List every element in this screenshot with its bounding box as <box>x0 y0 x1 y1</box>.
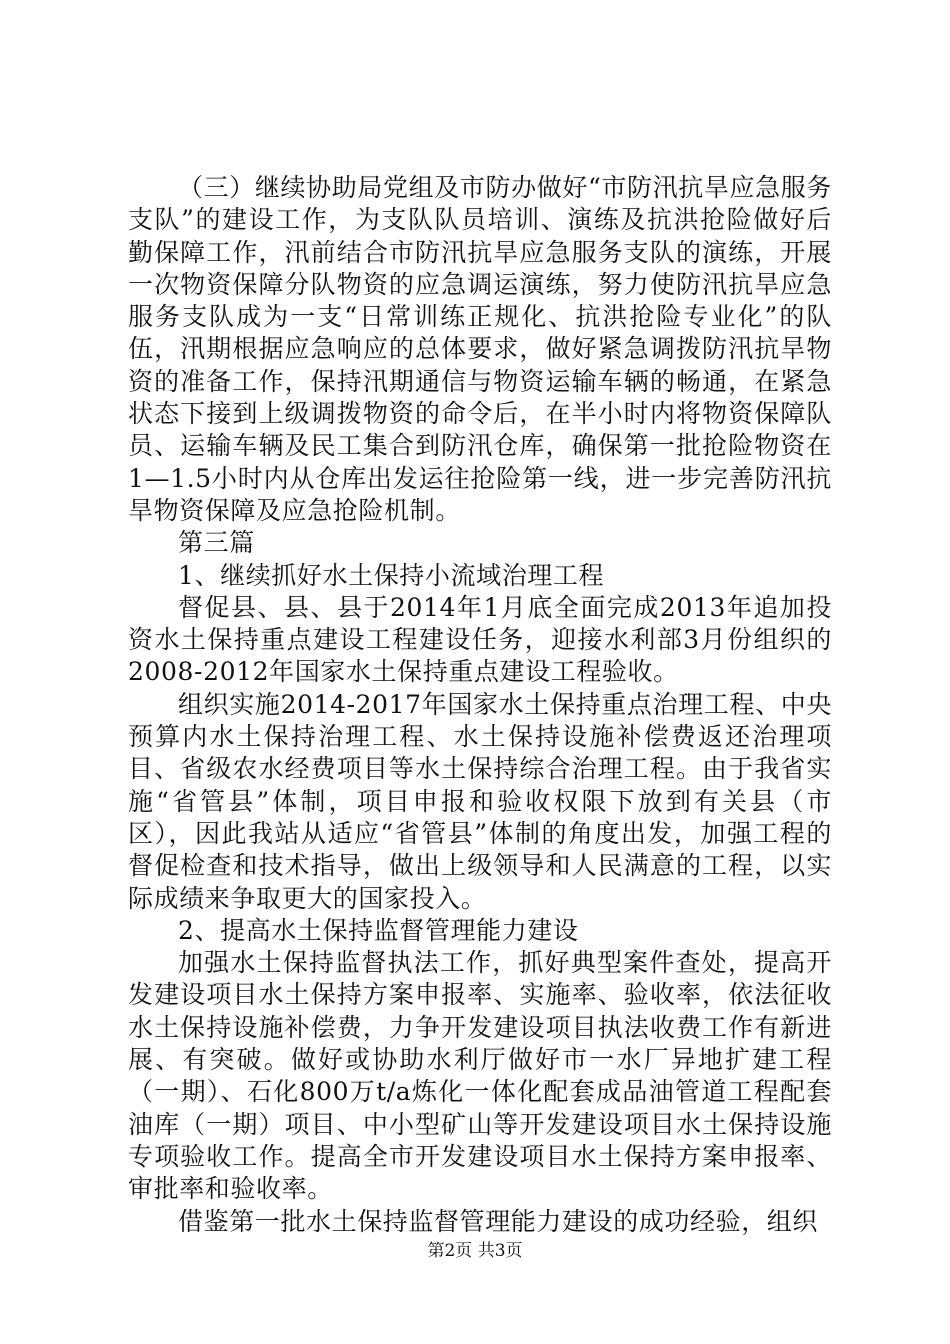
paragraph-supervise-counties: 督促县、县、县于2014年1月底全面完成2013年追加投资水土保持重点建设工程建设任务，迎接水利部3月份组织的2008-2012年国家水土保持重点建设工程验收。 <box>128 592 832 687</box>
document-body <box>128 172 832 1238</box>
subsection-heading-1: 1、继续抓好水土保持小流域治理工程 <box>178 560 605 590</box>
paragraph-supervision-enforcement: 加强水土保持监督执法工作，抓好典型案件查处，提高开发建设项目水土保持方案申报率、实施率、验收率，依法征收水土保持设施补偿费，力争开发建设项目执法收费工作有新进展、有突破。做好或协助水利厅做好市一水厂异地扩建工程（一期）、石化800万t/a炼化一体化配套成品油管道工程配套油库（一期）项目、中小型矿山等开发建设项目水土保持设施专项验收工作。提高全市开发建设项目水土保持方案申报率、审批率和验收率。 <box>128 948 832 1204</box>
section-title: 第三篇 <box>178 528 255 558</box>
page-number-footer: 第2页 共3页 <box>427 1241 523 1261</box>
paragraph-implement-projects: 组织实施2014-2017年国家水土保持重点治理工程、中央预算内水土保持治理工程、水土保持设施补偿费返还治理项目、省级农水经费项目等水土保持综合治理工程。由于我省实施“省管县”体制，项目申报和验收权限下放到有关县（市区），因此我站从适应“省管县”体制的角度出发，加强工程的督促检查和技术指导，做出上级领导和人民满意的工程，以实际成绩来争取更大的国家投入。 <box>128 689 832 913</box>
paragraph-experience: 借鉴第一批水土保持监督管理能力建设的成功经验，组织 <box>178 1206 819 1236</box>
subsection-heading-2: 2、提高水土保持监督管理能力建设 <box>178 915 579 945</box>
paragraph-logistics-support: （三）继续协助局党组及市防办做好“市防汛抗旱应急服务支队”的建设工作，为支队队员培训、演练及抗洪抢险做好后勤保障工作，汛前结合市防汛抗旱应急服务支队的演练，开展一次物资保障分队物资的应急调运演练，努力使防汛抗旱应急服务支队成为一支“日常训练正规化、抗洪抢险专业化”的队伍，汛期根据应急响应的总体要求，做好紧急调拨防汛抗旱物资的准备工作，保持汛期通信与物资运输车辆的畅通，在紧急状态下接到上级调拨物资的命令后，在半小时内将物资保障队员、运输车辆及民工集合到防汛仓库，确保第一批抢险物资在1—1.5小时内从仓库出发运往抢险第一线，进一步完善防汛抗旱物资保障及应急抢险机制。 <box>128 173 832 525</box>
